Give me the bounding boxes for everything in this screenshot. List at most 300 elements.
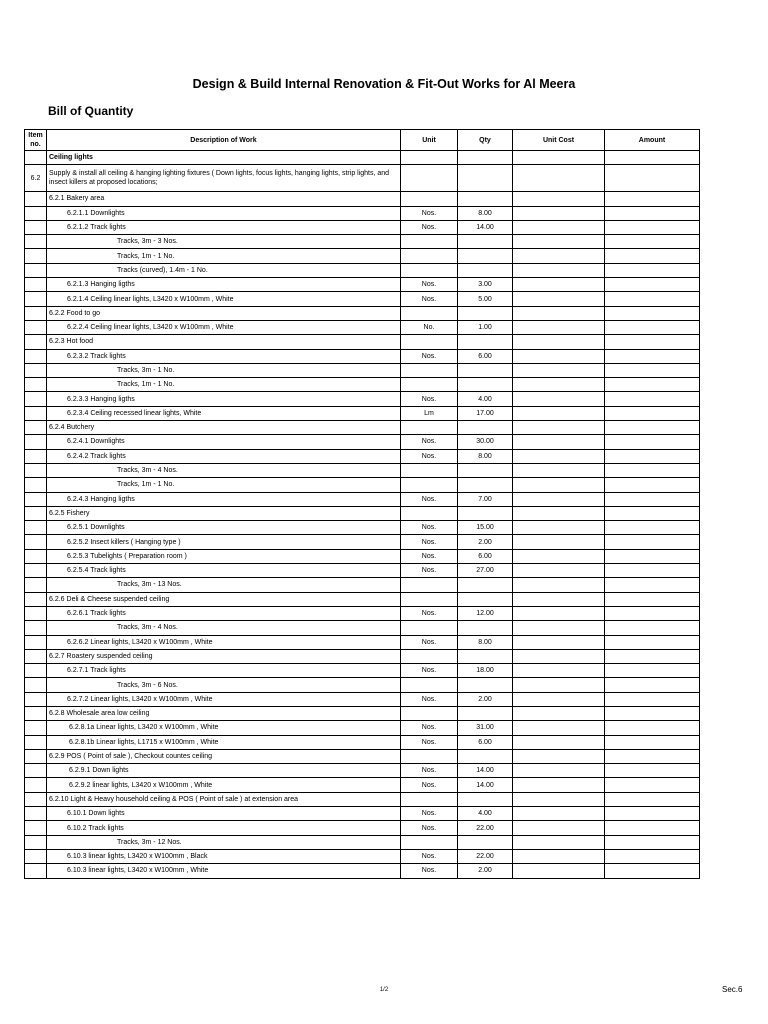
qty-cell: 22.00 <box>458 821 513 835</box>
amount-cell <box>605 606 700 620</box>
unit-cell: Nos. <box>401 549 458 563</box>
unit-cell: No. <box>401 320 458 334</box>
description-cell: 6.2.7 Roastery suspended ceiling <box>47 649 401 663</box>
unit-cost-cell <box>513 192 605 206</box>
unit-cost-cell <box>513 749 605 763</box>
amount-cell <box>605 864 700 878</box>
table-row <box>25 764 700 778</box>
unit-cell: Nos. <box>401 721 458 735</box>
amount-cell <box>605 521 700 535</box>
unit-cost-cell <box>513 649 605 663</box>
description-cell: 6.2.8 Wholesale area low ceiling <box>47 706 401 720</box>
table-row <box>25 535 700 549</box>
unit-cost-cell <box>513 235 605 249</box>
table-row <box>25 721 700 735</box>
amount-cell <box>605 764 700 778</box>
unit-cost-cell <box>513 406 605 420</box>
amount-cell <box>605 721 700 735</box>
unit-cost-cell <box>513 506 605 520</box>
unit-cell <box>401 463 458 477</box>
table-row <box>25 165 700 192</box>
qty-cell: 18.00 <box>458 664 513 678</box>
qty-cell: 31.00 <box>458 721 513 735</box>
table-row <box>25 292 700 306</box>
item-cell <box>25 220 47 234</box>
qty-cell <box>458 306 513 320</box>
amount-cell <box>605 792 700 806</box>
unit-cell <box>401 706 458 720</box>
unit-cost-cell <box>513 521 605 535</box>
table-row <box>25 206 700 220</box>
amount-cell <box>605 165 700 192</box>
description-cell: 6.10.1 Down lights <box>47 807 401 821</box>
unit-cell <box>401 192 458 206</box>
qty-cell <box>458 235 513 249</box>
amount-cell <box>605 292 700 306</box>
description-cell: 6.2.7.1 Track lights <box>47 664 401 678</box>
table-body <box>25 151 700 879</box>
description-cell: 6.2.1 Bakery area <box>47 192 401 206</box>
unit-cost-cell <box>513 463 605 477</box>
qty-cell: 30.00 <box>458 435 513 449</box>
unit-cell: Nos. <box>401 606 458 620</box>
item-cell <box>25 564 47 578</box>
amount-cell <box>605 278 700 292</box>
qty-cell: 5.00 <box>458 292 513 306</box>
qty-cell: 1.00 <box>458 320 513 334</box>
amount-cell <box>605 421 700 435</box>
unit-cost-cell <box>513 206 605 220</box>
description-cell: Tracks (curved), 1.4m - 1 No. <box>47 263 401 277</box>
table-row <box>25 578 700 592</box>
item-cell <box>25 749 47 763</box>
unit-cell <box>401 306 458 320</box>
table-row <box>25 549 700 563</box>
description-cell: 6.2.1.2 Track lights <box>47 220 401 234</box>
table-row <box>25 592 700 606</box>
item-cell <box>25 320 47 334</box>
unit-cost-cell <box>513 151 605 165</box>
description-cell: 6.2.6.1 Track lights <box>47 606 401 620</box>
amount-cell <box>605 220 700 234</box>
qty-cell <box>458 192 513 206</box>
qty-cell: 15.00 <box>458 521 513 535</box>
item-cell <box>25 578 47 592</box>
qty-cell: 22.00 <box>458 849 513 863</box>
table-row <box>25 835 700 849</box>
description-cell: 6.10.3 linear lights, L3420 x W100mm , Black <box>47 849 401 863</box>
description-cell: Tracks, 3m - 13 Nos. <box>47 578 401 592</box>
qty-cell <box>458 621 513 635</box>
amount-cell <box>605 578 700 592</box>
qty-cell: 14.00 <box>458 764 513 778</box>
table-row <box>25 749 700 763</box>
qty-cell: 6.00 <box>458 735 513 749</box>
unit-cell <box>401 578 458 592</box>
table-row <box>25 706 700 720</box>
item-cell <box>25 735 47 749</box>
amount-cell <box>605 363 700 377</box>
table-row <box>25 792 700 806</box>
unit-cost-cell <box>513 421 605 435</box>
amount-cell <box>605 235 700 249</box>
unit-cell: Nos. <box>401 849 458 863</box>
unit-cell: Nos. <box>401 535 458 549</box>
page-number: 1/2 <box>379 987 389 993</box>
qty-cell: 4.00 <box>458 392 513 406</box>
item-cell <box>25 835 47 849</box>
amount-cell <box>605 349 700 363</box>
description-cell: 6.2.4.3 Hanging ligths <box>47 492 401 506</box>
unit-cost-cell <box>513 392 605 406</box>
description-cell: 6.2.2 Food to go <box>47 306 401 320</box>
unit-cell <box>401 649 458 663</box>
table-row <box>25 649 700 663</box>
unit-cost-cell <box>513 535 605 549</box>
description-cell: 6.2.9 POS ( Point of sale ), Checkout countes ceiling <box>47 749 401 763</box>
qty-cell <box>458 749 513 763</box>
description-cell: 6.2.9.1 Down lights <box>47 764 401 778</box>
unit-cell: Nos. <box>401 349 458 363</box>
table-row <box>25 564 700 578</box>
unit-cost-cell <box>513 664 605 678</box>
qty-cell <box>458 363 513 377</box>
amount-cell <box>605 807 700 821</box>
unit-cell: Nos. <box>401 206 458 220</box>
unit-cell <box>401 363 458 377</box>
description-cell: 6.2.3 Hot food <box>47 335 401 349</box>
table-row <box>25 335 700 349</box>
qty-cell <box>458 165 513 192</box>
amount-cell <box>605 535 700 549</box>
unit-cost-cell <box>513 592 605 606</box>
qty-cell: 8.00 <box>458 635 513 649</box>
description-cell: 6.2.1.1 Downlights <box>47 206 401 220</box>
description-cell: 6.2.4.2 Track lights <box>47 449 401 463</box>
unit-cell <box>401 263 458 277</box>
unit-cost-cell <box>513 792 605 806</box>
table-row <box>25 192 700 206</box>
description-cell: 6.2.4 Butchery <box>47 421 401 435</box>
table-row <box>25 478 700 492</box>
qty-cell <box>458 421 513 435</box>
table-row <box>25 378 700 392</box>
table-row <box>25 306 700 320</box>
amount-cell <box>605 749 700 763</box>
amount-cell <box>605 549 700 563</box>
table-row <box>25 463 700 477</box>
item-cell <box>25 278 47 292</box>
amount-cell <box>605 735 700 749</box>
item-cell <box>25 406 47 420</box>
item-cell <box>25 849 47 863</box>
unit-cell <box>401 151 458 165</box>
item-cell <box>25 192 47 206</box>
amount-cell <box>605 621 700 635</box>
amount-cell <box>605 649 700 663</box>
qty-cell: 12.00 <box>458 606 513 620</box>
qty-cell <box>458 463 513 477</box>
unit-cost-cell <box>513 692 605 706</box>
unit-cell: Nos. <box>401 564 458 578</box>
item-cell <box>25 621 47 635</box>
table-row <box>25 392 700 406</box>
unit-cell: Nos. <box>401 492 458 506</box>
amount-cell <box>605 492 700 506</box>
unit-cost-cell <box>513 564 605 578</box>
item-cell <box>25 549 47 563</box>
amount-cell <box>605 378 700 392</box>
amount-cell <box>605 849 700 863</box>
unit-cell <box>401 506 458 520</box>
table-row <box>25 363 700 377</box>
item-cell <box>25 249 47 263</box>
description-cell: 6.2.6 Deli & Cheese suspended ceiling <box>47 592 401 606</box>
qty-cell: 17.00 <box>458 406 513 420</box>
description-cell: 6.2.2.4 Ceiling linear lights, L3420 x W100mm , White <box>47 320 401 334</box>
qty-cell: 2.00 <box>458 535 513 549</box>
qty-cell: 27.00 <box>458 564 513 578</box>
qty-cell <box>458 835 513 849</box>
amount-cell <box>605 306 700 320</box>
item-cell <box>25 363 47 377</box>
table-row <box>25 278 700 292</box>
description-cell: 6.10.3 linear lights, L3420 x W100mm , White <box>47 864 401 878</box>
table-row <box>25 406 700 420</box>
item-cell <box>25 592 47 606</box>
item-cell <box>25 306 47 320</box>
header-item-no: Item no. <box>25 130 47 151</box>
header-description: Description of Work <box>47 130 401 151</box>
item-cell <box>25 292 47 306</box>
item-cell <box>25 778 47 792</box>
amount-cell <box>605 835 700 849</box>
unit-cost-cell <box>513 263 605 277</box>
unit-cost-cell <box>513 335 605 349</box>
unit-cell: Nos. <box>401 692 458 706</box>
table-header-row <box>25 130 700 151</box>
amount-cell <box>605 692 700 706</box>
header-qty: Qty <box>458 130 513 151</box>
table-row <box>25 735 700 749</box>
item-cell <box>25 721 47 735</box>
unit-cost-cell <box>513 320 605 334</box>
item-cell <box>25 678 47 692</box>
unit-cost-cell <box>513 706 605 720</box>
amount-cell <box>605 635 700 649</box>
section-label: Sec.6 <box>722 985 743 994</box>
table-row <box>25 435 700 449</box>
description-cell: Ceiling lights <box>47 151 401 165</box>
item-cell <box>25 664 47 678</box>
unit-cost-cell <box>513 292 605 306</box>
description-cell: 6.2.3.3 Hanging ligths <box>47 392 401 406</box>
qty-cell <box>458 706 513 720</box>
unit-cost-cell <box>513 578 605 592</box>
amount-cell <box>605 592 700 606</box>
item-cell <box>25 421 47 435</box>
amount-cell <box>605 706 700 720</box>
amount-cell <box>605 151 700 165</box>
table-row <box>25 220 700 234</box>
item-cell <box>25 463 47 477</box>
description-cell: 6.2.1.4 Ceiling linear lights, L3420 x W100mm , White <box>47 292 401 306</box>
table-row <box>25 635 700 649</box>
description-cell: 6.2.5 Fishery <box>47 506 401 520</box>
unit-cost-cell <box>513 835 605 849</box>
unit-cell: Nos. <box>401 521 458 535</box>
table-row <box>25 807 700 821</box>
unit-cost-cell <box>513 249 605 263</box>
description-cell: Tracks, 1m - 1 No. <box>47 478 401 492</box>
qty-cell <box>458 263 513 277</box>
unit-cost-cell <box>513 864 605 878</box>
description-cell: 6.2.5.4 Track lights <box>47 564 401 578</box>
item-cell <box>25 764 47 778</box>
amount-cell <box>605 435 700 449</box>
item-cell <box>25 435 47 449</box>
unit-cost-cell <box>513 449 605 463</box>
description-cell: 6.2.6.2 Linear lights, L3420 x W100mm , White <box>47 635 401 649</box>
table-row <box>25 664 700 678</box>
unit-cell: Nos. <box>401 778 458 792</box>
item-cell <box>25 521 47 535</box>
unit-cost-cell <box>513 621 605 635</box>
description-cell: Tracks, 1m - 1 No. <box>47 378 401 392</box>
item-cell <box>25 492 47 506</box>
table-row <box>25 151 700 165</box>
amount-cell <box>605 478 700 492</box>
amount-cell <box>605 564 700 578</box>
unit-cost-cell <box>513 778 605 792</box>
unit-cost-cell <box>513 363 605 377</box>
amount-cell <box>605 406 700 420</box>
description-cell: Tracks, 3m - 4 Nos. <box>47 621 401 635</box>
unit-cost-cell <box>513 735 605 749</box>
table-row <box>25 821 700 835</box>
amount-cell <box>605 506 700 520</box>
unit-cell <box>401 249 458 263</box>
item-cell <box>25 649 47 663</box>
unit-cost-cell <box>513 549 605 563</box>
document-subtitle: Bill of Quantity <box>48 104 134 118</box>
unit-cell <box>401 378 458 392</box>
unit-cost-cell <box>513 349 605 363</box>
description-cell: 6.2.5.1 Downlights <box>47 521 401 535</box>
table-row <box>25 421 700 435</box>
qty-cell <box>458 592 513 606</box>
unit-cell <box>401 835 458 849</box>
description-cell: Supply & install all ceiling & hanging lighting fixtures ( Down lights, focus lights, hanging lights, strip lights, and insect killers at proposed locations; <box>47 165 401 192</box>
item-cell <box>25 535 47 549</box>
unit-cost-cell <box>513 764 605 778</box>
unit-cost-cell <box>513 306 605 320</box>
qty-cell <box>458 792 513 806</box>
description-cell: Tracks, 3m - 4 Nos. <box>47 463 401 477</box>
unit-cell: Nos. <box>401 664 458 678</box>
unit-cell <box>401 621 458 635</box>
unit-cell: Nos. <box>401 807 458 821</box>
description-cell: 6.2.10 Light & Heavy household ceiling & POS ( Point of sale ) at extension area <box>47 792 401 806</box>
description-cell: Tracks, 3m - 12 Nos. <box>47 835 401 849</box>
item-cell <box>25 635 47 649</box>
unit-cell: Nos. <box>401 449 458 463</box>
unit-cost-cell <box>513 849 605 863</box>
header-unit-cost: Unit Cost <box>513 130 605 151</box>
table-row <box>25 692 700 706</box>
item-cell <box>25 506 47 520</box>
qty-cell <box>458 578 513 592</box>
unit-cost-cell <box>513 492 605 506</box>
qty-cell: 3.00 <box>458 278 513 292</box>
description-cell: 6.2.4.1 Downlights <box>47 435 401 449</box>
item-cell <box>25 792 47 806</box>
table-row <box>25 492 700 506</box>
unit-cell: Nos. <box>401 292 458 306</box>
amount-cell <box>605 192 700 206</box>
unit-cell: Nos. <box>401 435 458 449</box>
unit-cost-cell <box>513 220 605 234</box>
table-row <box>25 449 700 463</box>
item-cell <box>25 692 47 706</box>
qty-cell <box>458 678 513 692</box>
description-cell: 6.2.3.4 Ceiling recessed linear lights, White <box>47 406 401 420</box>
amount-cell <box>605 320 700 334</box>
unit-cell <box>401 678 458 692</box>
qty-cell <box>458 478 513 492</box>
qty-cell <box>458 649 513 663</box>
table-row <box>25 621 700 635</box>
amount-cell <box>605 249 700 263</box>
table-row <box>25 606 700 620</box>
description-cell: 6.2.3.2 Track lights <box>47 349 401 363</box>
amount-cell <box>605 263 700 277</box>
item-cell <box>25 449 47 463</box>
unit-cell <box>401 792 458 806</box>
qty-cell <box>458 151 513 165</box>
unit-cell <box>401 235 458 249</box>
item-cell <box>25 263 47 277</box>
table-row <box>25 678 700 692</box>
description-cell: Tracks, 1m - 1 No. <box>47 249 401 263</box>
item-cell: 6.2 <box>25 165 47 192</box>
amount-cell <box>605 392 700 406</box>
item-cell <box>25 807 47 821</box>
unit-cost-cell <box>513 435 605 449</box>
item-cell <box>25 235 47 249</box>
item-cell <box>25 606 47 620</box>
qty-cell: 2.00 <box>458 692 513 706</box>
unit-cost-cell <box>513 635 605 649</box>
item-cell <box>25 378 47 392</box>
amount-cell <box>605 664 700 678</box>
item-cell <box>25 349 47 363</box>
qty-cell: 14.00 <box>458 778 513 792</box>
table-row <box>25 320 700 334</box>
unit-cost-cell <box>513 606 605 620</box>
item-cell <box>25 864 47 878</box>
description-cell: 6.2.5.3 Tubelights ( Preparation room ) <box>47 549 401 563</box>
table-row <box>25 263 700 277</box>
description-cell: Tracks, 3m - 1 No. <box>47 363 401 377</box>
qty-cell <box>458 506 513 520</box>
unit-cell <box>401 335 458 349</box>
qty-cell: 8.00 <box>458 206 513 220</box>
item-cell <box>25 392 47 406</box>
unit-cost-cell <box>513 165 605 192</box>
qty-cell: 14.00 <box>458 220 513 234</box>
qty-cell: 7.00 <box>458 492 513 506</box>
